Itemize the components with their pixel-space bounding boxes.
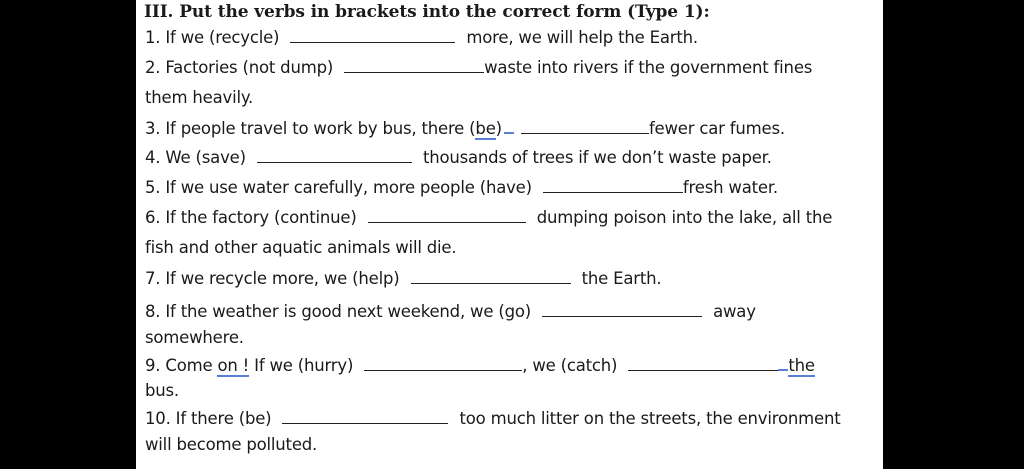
question-10-text: 10. If there (be): [145, 409, 272, 428]
question-9-text: 9. Come: [145, 356, 218, 375]
question-6-rest: dumping poison into the lake, all the: [536, 208, 833, 227]
question-9-continued: bus.: [145, 381, 179, 400]
question-8: [145, 302, 756, 321]
question-3-verb: be: [475, 119, 496, 138]
question-3-mark: [504, 118, 514, 134]
question-9-after: , we (catch): [522, 356, 618, 375]
question-10-rest: too much litter on the streets, the environment: [459, 409, 841, 428]
question-7-text: 7. If we recycle more, we (help): [145, 269, 400, 288]
question-3-close: ): [495, 119, 502, 138]
answer-blank-4[interactable]: [257, 148, 412, 163]
answer-blank-10[interactable]: [282, 409, 448, 424]
worksheet: [136, 0, 883, 469]
answer-blank-5[interactable]: [543, 178, 683, 193]
answer-blank-8[interactable]: [542, 302, 702, 317]
question-9: [145, 355, 815, 375]
question-2: [145, 58, 812, 77]
question-7-rest: the Earth.: [581, 269, 662, 288]
question-2-continued: them heavily.: [145, 88, 254, 107]
answer-blank-1[interactable]: [290, 28, 455, 43]
question-6-continued: fish and other aquatic animals will die.: [145, 238, 457, 257]
question-5: [145, 178, 778, 197]
question-3-rest: fewer car fumes.: [648, 119, 785, 138]
answer-blank-3[interactable]: [521, 119, 649, 134]
question-5-text: 5. If we use water carefully, more people (have): [145, 178, 532, 197]
question-9-mid: If we (hurry): [249, 356, 354, 375]
question-1: [145, 28, 698, 47]
question-2-rest: waste into rivers if the government fines: [484, 58, 813, 77]
question-4-rest: thousands of trees if we don’t waste paper.: [422, 148, 772, 167]
question-3: [145, 118, 785, 138]
question-6-text: 6. If the factory (continue): [145, 208, 357, 227]
question-2-text: 2. Factories (not dump): [145, 58, 334, 77]
question-9-mark: [778, 355, 788, 371]
question-1-text: 1. If we (recycle): [145, 28, 280, 47]
question-3-text: 3. If people travel to work by bus, there (: [145, 119, 476, 138]
answer-blank-6[interactable]: [368, 208, 526, 223]
question-9-on: on !: [217, 356, 250, 375]
question-8-continued: somewhere.: [145, 328, 244, 347]
answer-blank-2[interactable]: [344, 58, 484, 73]
question-5-rest: fresh water.: [682, 178, 778, 197]
question-8-text: 8. If the weather is good next weekend, we (go): [145, 302, 531, 321]
question-8-rest: away: [713, 302, 756, 321]
answer-blank-9a[interactable]: [364, 356, 522, 371]
question-4: [145, 148, 772, 167]
answer-blank-9b[interactable]: [628, 356, 778, 371]
question-10: [145, 409, 840, 428]
exercise-title: III. Put the verbs in brackets into the correct form (Type 1):: [144, 2, 710, 22]
question-9-end: the: [788, 356, 815, 375]
question-10-continued: will become polluted.: [145, 435, 318, 454]
question-6: [145, 208, 832, 227]
question-1-rest: more, we will help the Earth.: [466, 28, 698, 47]
answer-blank-7[interactable]: [411, 269, 571, 284]
question-4-text: 4. We (save): [145, 148, 246, 167]
question-7: [145, 269, 661, 288]
